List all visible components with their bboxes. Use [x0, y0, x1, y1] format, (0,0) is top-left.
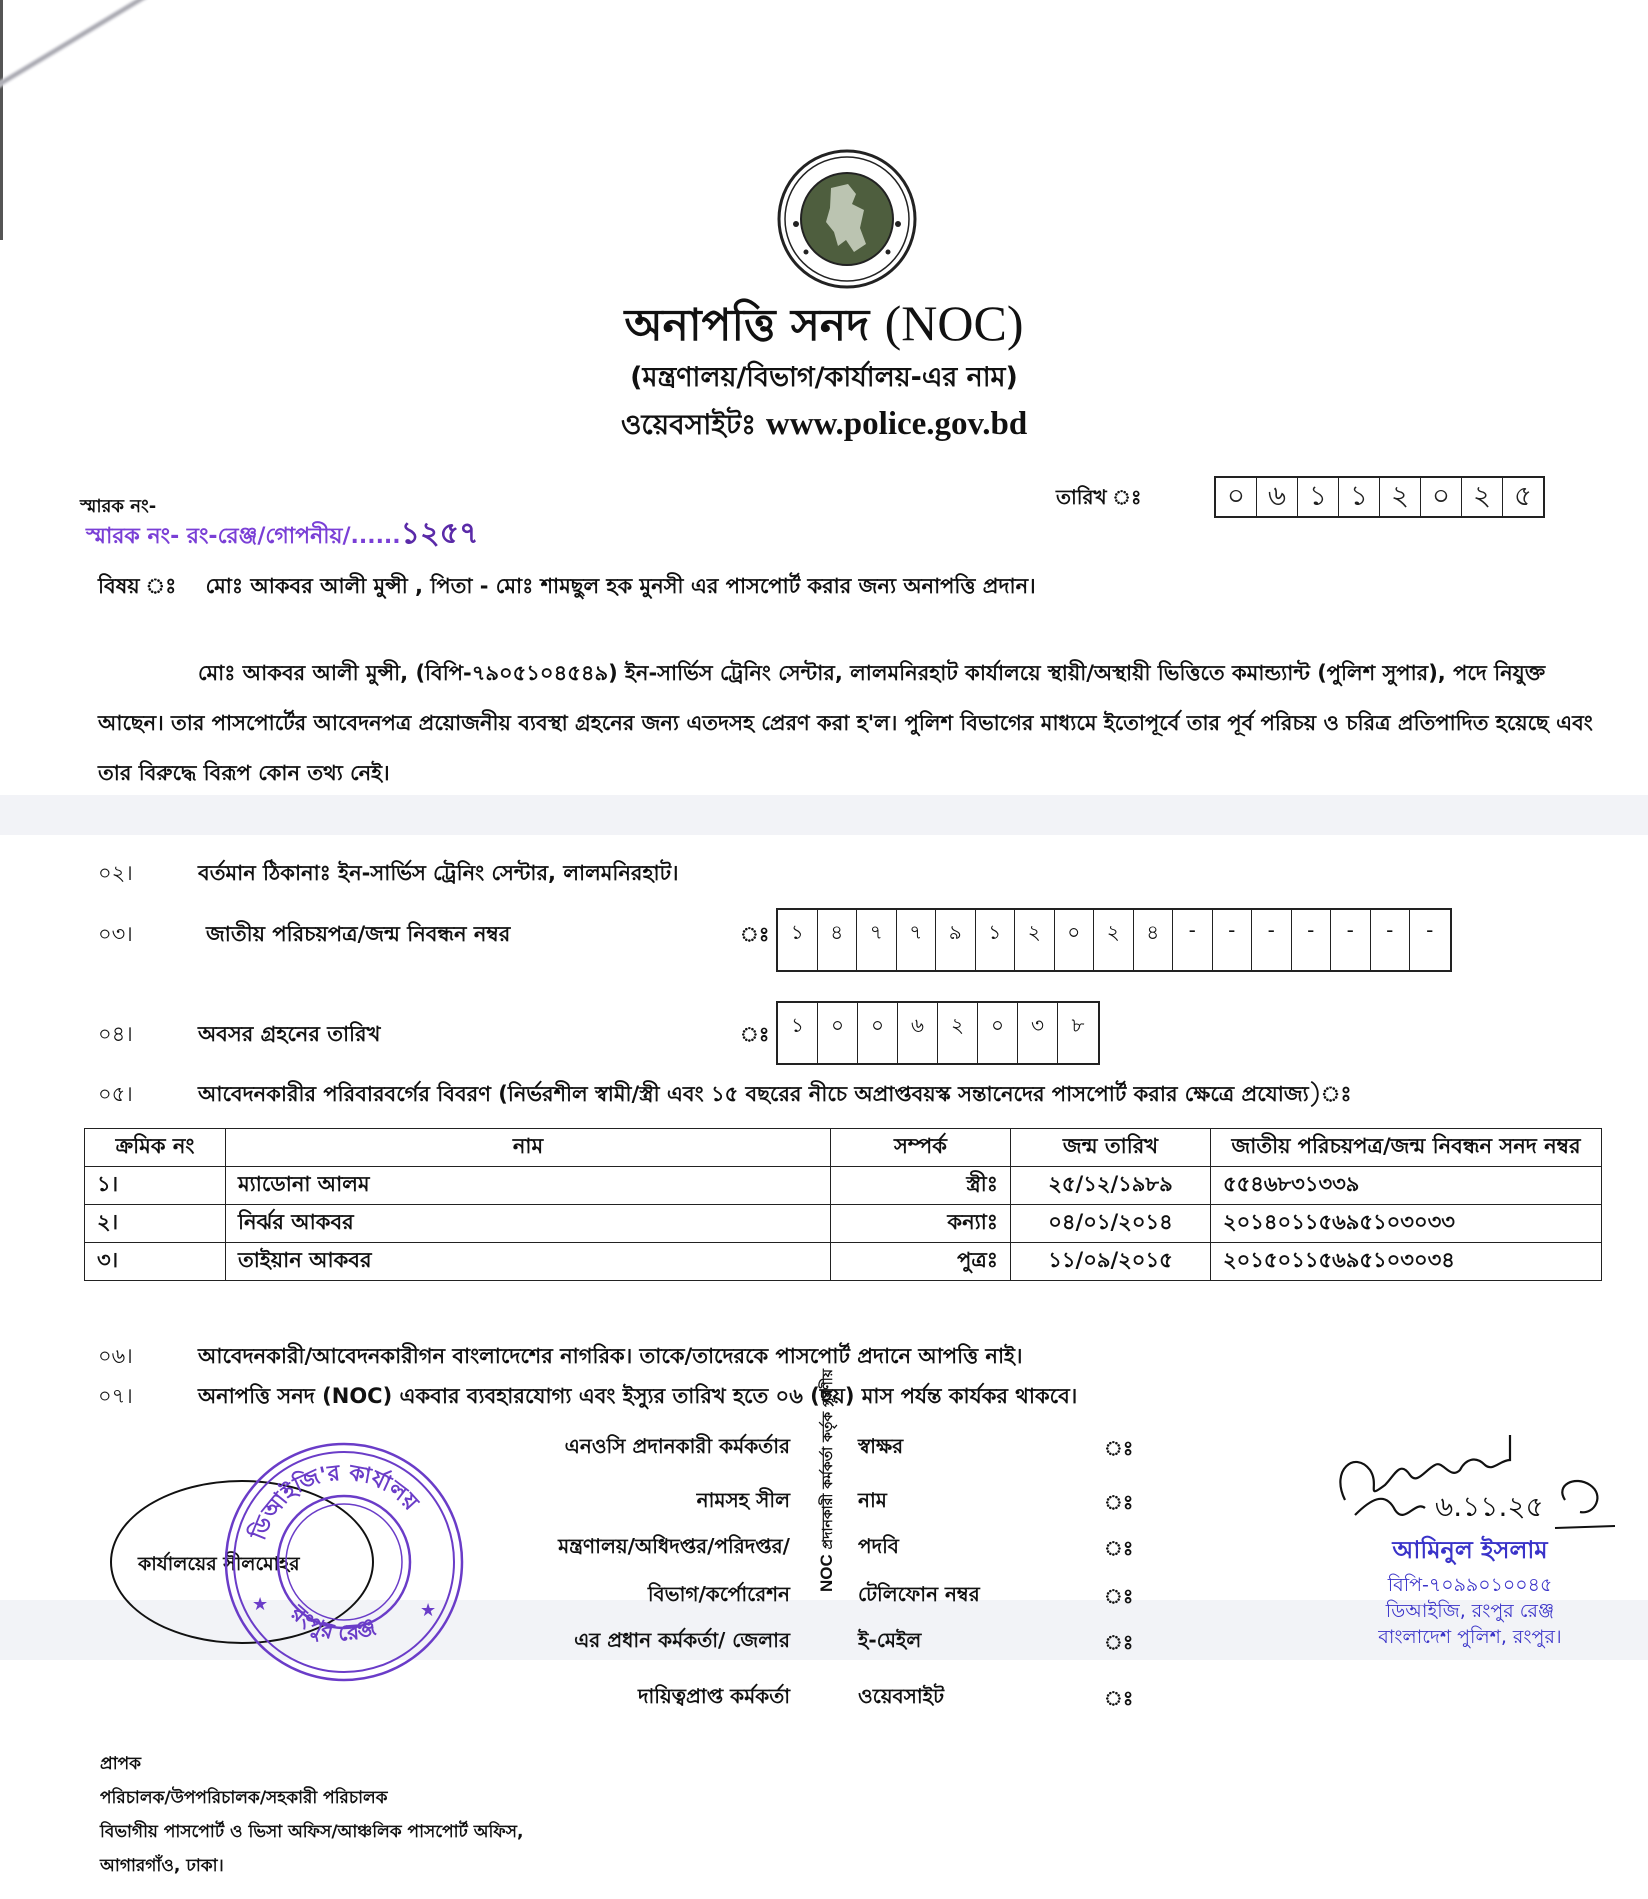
cell-dob: ২৫/১২/১৯৮৯ [1011, 1167, 1211, 1205]
cell-nid: ২০১৫০১১৫৬৯৫১০৩০৩৪ [1211, 1243, 1602, 1281]
handwritten-signature [1325, 1430, 1625, 1540]
sig-left-line: এর প্রধান কর্মকর্তা/ জেলার [574, 1628, 790, 1652]
item-text: বর্তমান ঠিকানাঃ ইন-সার্ভিস ট্রেনিং সেন্টার, লালমনিরহাট। [198, 861, 679, 885]
office-seal-label: কার্যালয়ের সীলমোহর [138, 1553, 300, 1575]
nid-digit-box: ৭ [857, 910, 897, 970]
item-text: অনাপত্তি সনদ (NOC) একবার ব্যবহারযোগ্য এবং ইস্যুর তারিখ হতে ০৬ (ছয়) মাস পর্যন্ত কার্যকর থাকবে। [198, 1384, 1078, 1408]
vertical-noc-note [816, 1302, 840, 1592]
header-dob: জন্ম তারিখ [1011, 1129, 1211, 1167]
cell-relation: কন্যাঃ [831, 1205, 1011, 1243]
item-label: অবসর গ্রহনের তারিখ [198, 1022, 381, 1046]
sig-left-line: দায়িত্বপ্রাপ্ত কর্মকর্তা [637, 1684, 790, 1708]
page-fold-crease [0, 0, 322, 111]
item-03-nid [98, 918, 510, 953]
nid-digit-box: ২ [1094, 910, 1134, 970]
recipient-line: বিভাগীয় পাসপোর্ট ও ভিসা অফিস/আঞ্চলিক পাসপোর্ট অফিস, [100, 1822, 524, 1842]
table-row [85, 1167, 1602, 1205]
header-relation: সম্পর্ক [831, 1129, 1011, 1167]
item-number: ০৪। [98, 1022, 133, 1046]
nid-digit-box: ১ [976, 910, 1016, 970]
field-name-label: নাম [858, 1488, 887, 1512]
retirement-digit-box: ০ [818, 1003, 858, 1063]
item-number: ০৫। [98, 1082, 133, 1106]
table-row [85, 1205, 1602, 1243]
nid-digit-box: - [1371, 910, 1411, 970]
cell-nid: ৫৫৪৬৮৩১৩৩৯ [1211, 1167, 1602, 1205]
field-designation-label: পদবি [858, 1534, 899, 1558]
stamp-text-bottom: রংপুর রেঞ্জ [285, 1601, 380, 1647]
cell-serial: ২। [85, 1205, 226, 1243]
signer-name: আমিনুল ইসলাম [1392, 1536, 1548, 1564]
nid-digit-box: ০ [1055, 910, 1095, 970]
signer-bp-number: বিপি-৭০৯৯০১০০৪৫ [1387, 1574, 1553, 1596]
item-number: ০৩। [98, 922, 133, 946]
nid-digit-box: - [1252, 910, 1292, 970]
cell-name: তাইয়ান আকবর [226, 1243, 831, 1281]
signer-seal-block [1310, 1532, 1630, 1650]
scan-edge [0, 0, 3, 240]
retirement-digit-box: ১ [778, 1003, 818, 1063]
retirement-digit-box: ২ [938, 1003, 978, 1063]
vertical-noc-label: NOC [817, 1554, 836, 1592]
sig-left-line: মন্ত্রণালয়/অধিদপ্তর/পরিদপ্তর/ [558, 1534, 790, 1558]
nid-digit-box: ৯ [936, 910, 976, 970]
cell-serial: ৩। [85, 1243, 226, 1281]
signature-date: ৬.১১.২৫ [1435, 1490, 1544, 1523]
date-digit-box: ১ [1339, 478, 1380, 516]
memo-number: ১২৫৭ [400, 516, 479, 551]
nid-digit-box: ৭ [897, 910, 937, 970]
item-number: ০৬। [98, 1344, 133, 1368]
subject-label: বিষয় ঃ [98, 574, 177, 598]
document-title [0, 292, 1648, 365]
recipient-label: প্রাপক [100, 1754, 142, 1774]
nid-digit-box: - [1426, 918, 1434, 942]
table-header-row [85, 1129, 1602, 1167]
retirement-digit-box: ৮ [1071, 1013, 1085, 1037]
family-table [84, 1128, 1602, 1281]
colon: ঃ [1104, 1630, 1134, 1654]
memo-number-stamp [86, 509, 479, 560]
nid-digit-box: - [1292, 910, 1332, 970]
date-digit-box: ১ [1298, 478, 1339, 516]
signer-designation: ডিআইজি, রংপুর রেঞ্জ [1385, 1600, 1555, 1622]
cell-dob: ১১/০৯/২০১৫ [1011, 1243, 1211, 1281]
colon: ঃ [740, 922, 770, 946]
colon: ঃ [1104, 1436, 1134, 1460]
retirement-digit-box: ৬ [898, 1003, 938, 1063]
recipient-block [100, 1747, 523, 1883]
field-signature-label: স্বাক্ষর [858, 1434, 904, 1458]
date-digit-box: ২ [1380, 478, 1421, 516]
retirement-digit-box: ০ [978, 1003, 1018, 1063]
recipient-line: পরিচালক/উপপরিচালক/সহকারী পরিচালক [100, 1788, 388, 1808]
svg-text:★: ★ [420, 1600, 437, 1621]
nid-number-boxes [776, 908, 1452, 972]
date-digit-box: ৬ [1257, 478, 1298, 516]
date-label: তারিখ ঃ [1056, 485, 1142, 509]
cell-serial: ১। [85, 1167, 226, 1205]
cell-name: নির্ঝর আকবর [226, 1205, 831, 1243]
nid-digit-box: ৪ [1134, 910, 1174, 970]
website-line [0, 403, 1648, 450]
title-bangla: অনাপত্তি সনদ [624, 300, 870, 351]
memo-prefix: স্মারক নং- রং-রেঞ্জ/গোপনীয়/...... [86, 524, 401, 549]
colon: ঃ [1104, 1686, 1134, 1710]
cell-relation: পুত্রঃ [831, 1243, 1011, 1281]
item-text: আবেদনকারী/আবেদনকারীগন বাংলাদেশের নাগরিক। তাকে/তাদেরকে পাসপোর্ট প্রদানে আপত্তি নাই। [198, 1344, 1023, 1368]
nid-digit-box: ৪ [818, 910, 858, 970]
header-nid: জাতীয় পরিচয়পত্র/জন্ম নিবন্ধন সনদ নম্বর [1211, 1129, 1602, 1167]
nid-digit-box: - [1331, 910, 1371, 970]
cell-relation: স্ত্রীঃ [831, 1167, 1011, 1205]
colon: ঃ [1104, 1536, 1134, 1560]
header-name: নাম [226, 1129, 831, 1167]
colon: ঃ [740, 1022, 770, 1046]
subject-line [98, 570, 1036, 605]
header-serial: ক্রমিক নং [85, 1129, 226, 1167]
nid-digit-box: - [1173, 910, 1213, 970]
stamp-text-top: ডিআইজি'র কার্যালয় [246, 1460, 423, 1544]
item-label: জাতীয় পরিচয়পত্র/জন্ম নিবন্ধন নম্বর [206, 922, 511, 946]
field-email-label: ই-মেইল [858, 1628, 922, 1652]
sig-left-line: এনওসি প্রদানকারী কর্মকর্তার [564, 1434, 790, 1458]
cell-name: ম্যাডোনা আলম [226, 1167, 831, 1205]
memo-label: স্মারক নং- [80, 496, 157, 517]
item-05-family [98, 1078, 1352, 1113]
government-seal-icon [776, 148, 918, 290]
svg-text:★: ★ [252, 1594, 269, 1615]
body-text: মোঃ আকবর আলী মুন্সী, (বিপি-৭৯০৫১০৪৫৪৯) ইন-সার্ভিস ট্রেনিং সেন্টার, লালমনিরহাট কার্যালয়ে স্থায়ী/অস্থায়ী ভিত্তিতে কমান্ড্যান্ট (পুলিশ সুপার), পদে নিযুক্ত আছেন। তার পাসপোর্টের আবেদনপত্র প্রয়োজনীয় ব্যবস্থা গ্রহনের জন্য এতদসহ প্রেরণ করা হ'ল। পুলিশ বিভাগের মাধ্যমে ইতোপূর্বে তার পূর্ব পরিচয় ও চরিত্র প্রতিপাদিত হয়েছে এবং তার বিরুদ্ধে বিরূপ কোন তথ্য নেই। [98, 661, 1593, 785]
date-digit-box: ০ [1216, 478, 1257, 516]
vertical-note-text: প্রদানকারী কর্মকর্তা কর্তৃক পূরণীয় [820, 1368, 836, 1550]
item-number: ০২। [98, 861, 133, 885]
date-digit-box: ০ [1421, 478, 1462, 516]
field-phone-label: টেলিফোন নম্বর [858, 1582, 980, 1606]
sig-left-line: বিভাগ/কর্পোরেশন [647, 1582, 790, 1606]
table-row [85, 1243, 1602, 1281]
field-website-label: ওয়েবসাইট [858, 1684, 944, 1708]
item-text: আবেদনকারীর পরিবারবর্গের বিবরণ (নির্ভরশীল স্বামী/স্ত্রী এবং ১৫ বছরের নীচে অপ্রাপ্তবয়স্ক সন্তানেদের পাসপোর্ট করার ক্ষেত্রে প্রযোজ্য)ঃ [198, 1082, 1352, 1106]
cell-dob: ০৪/০১/২০১৪ [1011, 1205, 1211, 1243]
retirement-digit-box: ৩ [1018, 1003, 1058, 1063]
item-04-retirement [98, 1018, 380, 1053]
cell-nid: ২০১৪০১১৫৬৯৫১০৩০৩৩ [1211, 1205, 1602, 1243]
body-paragraph [98, 648, 1598, 798]
website-label: ওয়েবসাইটঃ [620, 408, 757, 441]
item-06-citizenship [98, 1340, 1022, 1375]
subject-text: মোঃ আকবর আলী মুন্সী , পিতা - মোঃ শামছুল হক মুনসী এর পাসপোর্ট করার জন্য অনাপত্তি প্রদান। [205, 574, 1036, 598]
sig-left-line: নামসহ সীল [696, 1488, 790, 1512]
dig-office-stamp-icon [222, 1440, 466, 1684]
nid-digit-box: ১ [778, 910, 818, 970]
retirement-digit-box: ০ [858, 1003, 898, 1063]
signer-organization: বাংলাদেশ পুলিশ, রংপুর। [1378, 1626, 1562, 1648]
recipient-line: আগারগাঁও, ঢাকা। [100, 1856, 224, 1876]
date-boxes [1214, 476, 1545, 518]
date-digit-box: ২ [1462, 478, 1503, 516]
date-digit-box: ৫ [1513, 478, 1533, 512]
item-02-address [98, 857, 679, 892]
item-07-validity [98, 1380, 1077, 1415]
ministry-subtitle: (মন্ত্রণালয়/বিভাগ/কার্যালয়-এর নাম) [630, 362, 1018, 393]
nid-digit-box: - [1213, 910, 1253, 970]
title-noc: (NOC) [884, 295, 1024, 351]
scan-band [0, 795, 1648, 835]
retirement-date-boxes [776, 1001, 1100, 1065]
colon: ঃ [1104, 1490, 1134, 1514]
website-link[interactable]: www.police.gov.bd [765, 406, 1028, 442]
colon: ঃ [1104, 1584, 1134, 1608]
nid-digit-box: ২ [1015, 910, 1055, 970]
item-number: ০৭। [98, 1384, 133, 1408]
